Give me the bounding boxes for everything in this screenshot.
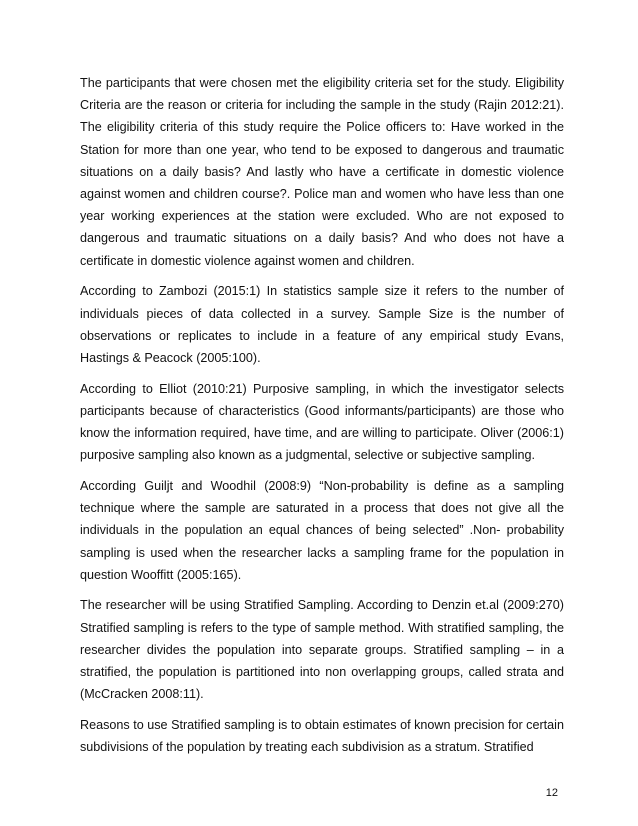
document-body bbox=[80, 72, 564, 767]
page-number: 12 bbox=[545, 787, 558, 799]
paragraph-stratified-sampling: The researcher will be using Stratified Sampling. According to Denzin et.al (2009:270) Stratified sampling is refers to the type of sample method. With stratified sampling, the researcher divides the population into separate groups. Stratified sampling – in a stratified, the population is partitioned into non overlapping groups, called strata and (McCracken 2008:11). bbox=[80, 598, 564, 702]
paragraph-non-probability: According Guiljt and Woodhil (2008:9) “Non-probability is define as a sampling technique where the sample are saturated in a process that does not give all the individuals in the population an equal chances of being selected” .Non- probability sampling is used when the researcher lacks a sampling frame for the population in question Wooffitt (2005:165). bbox=[80, 478, 564, 582]
paragraph-sample-size: According to Zambozi (2015:1) In statistics sample size it refers to the number of individuals pieces of data collected in a survey. Sample Size is the number of observations or replicates to include in a feature of any empirical study Evans, Hastings & Peacock (2005:100). bbox=[80, 284, 564, 365]
paragraph-purposive-sampling: According to Elliot (2010:21) Purposive sampling, in which the investigator selects participants because of characteristics (Good informants/participants) are those who know the information required, have time, and are willing to participate. Oliver (2006:1) purposive sampling also known as a judgmental, selective or subjective sampling. bbox=[80, 381, 564, 463]
paragraph-reasons-stratified: Reasons to use Stratified sampling is to obtain estimates of known precision for certain subdivisions of the population by treating each subdivision as a stratum. Stratified bbox=[80, 717, 564, 755]
paragraph-eligibility: The participants that were chosen met the eligibility criteria set for the study. Eligibility Criteria are the reason or criteria for including the sample in the study (Rajin 2012:21). The eligibility criteria of this study require the Police officers to: Have worked in the Station for more than one year, who tend to be exposed to dangerous and traumatic situations on a daily basis? And lastly who have a certificate in domestic violence against women and children course?. Police man and women who have less than one year working experiences at the station were excluded. Who are not exposed to dangerous and traumatic situations on a daily basis? And who does not have a certificate in domestic violence against women and children. bbox=[80, 76, 564, 268]
